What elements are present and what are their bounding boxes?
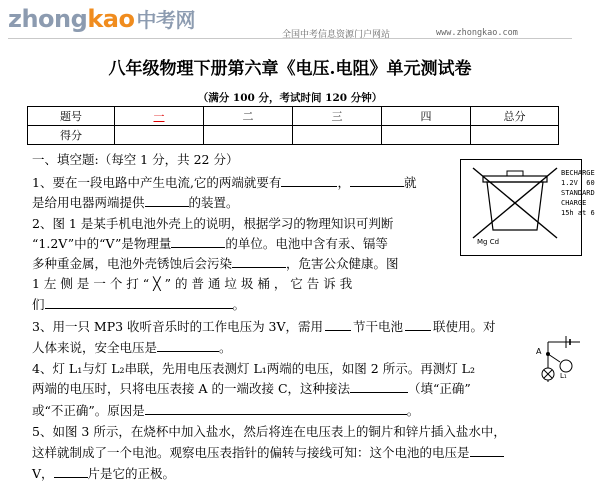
site-tagline: 全国中考信息资源门户网站 bbox=[282, 30, 391, 40]
score-table bbox=[27, 106, 559, 145]
score-row-label: 得分 bbox=[28, 126, 115, 145]
answer-blank[interactable] bbox=[350, 175, 404, 187]
exam-subtitle: （满分 100 分，考试时间 120 分钟） bbox=[197, 92, 383, 104]
score-cell[interactable] bbox=[471, 126, 559, 145]
answer-blank[interactable] bbox=[281, 175, 337, 187]
figure-1-battery-label bbox=[460, 159, 595, 256]
circuit-label-a: A bbox=[536, 347, 542, 356]
score-cell[interactable] bbox=[293, 126, 382, 145]
question-4-line-1: 4、灯 L₁与灯 L₂串联，先用电压表测灯 L₁两端的电压，如图 2 所示。再测灯 L₂ bbox=[32, 361, 475, 376]
score-header-cell: 四 bbox=[382, 107, 471, 126]
battery-chemistry-label: Mg Cd bbox=[477, 238, 500, 246]
q1-text-a: 1、要在一段电路中产生电流,它的两端就要有 bbox=[32, 175, 282, 190]
q2-text-e: 们 bbox=[32, 297, 45, 312]
figure-2-circuit-diagram bbox=[526, 332, 580, 392]
q5-text-c: 片是它的正极。 bbox=[87, 466, 176, 481]
q2-text-b: 的单位。电池中含有汞、镉等 bbox=[225, 236, 388, 251]
score-header-cell: 总分 bbox=[471, 107, 559, 126]
q3-text-d: 人体来说，安全电压是 bbox=[32, 340, 158, 355]
q2-text-a: “1.2V”中的“V”是物理量 bbox=[32, 236, 172, 251]
answer-blank[interactable] bbox=[171, 236, 225, 248]
site-url[interactable]: www.zhongkao.com bbox=[436, 28, 518, 38]
circuit-diagram bbox=[526, 332, 580, 392]
circuit-label-l1: L₁ bbox=[560, 372, 567, 380]
q3-text-e: 。 bbox=[219, 340, 232, 355]
q1-text-b: ， bbox=[337, 175, 350, 190]
battery-spec-text: BECHARGE 1.2V 60 STANDARD CHARGE 15h at 6 bbox=[561, 169, 595, 217]
q3-text-c: 联使用。对 bbox=[433, 319, 496, 334]
score-table-score-row bbox=[28, 126, 559, 145]
section1-heading: 一、填空题:（每空 1 分，共 22 分） bbox=[32, 152, 239, 167]
q3-text-a: 3、用一只 MP3 收听音乐时的工作电压为 3V，需用 bbox=[32, 319, 324, 334]
score-header-cell: 题号 bbox=[28, 107, 115, 126]
score-cell[interactable] bbox=[204, 126, 293, 145]
score-cell[interactable] bbox=[115, 126, 204, 145]
question-5-line-2 bbox=[32, 445, 548, 461]
q4-text-a: 两端的电压时，只将电压表接 A 的一端改接 C，这种接法 bbox=[32, 381, 351, 396]
q1-text-d: 是给用电器两端提供 bbox=[32, 195, 145, 210]
answer-blank[interactable] bbox=[145, 195, 189, 207]
score-table-header-row bbox=[28, 107, 559, 126]
question-4-line-3 bbox=[32, 403, 548, 419]
site-header bbox=[0, 0, 580, 44]
header-divider bbox=[8, 38, 572, 39]
answer-blank[interactable] bbox=[45, 297, 233, 309]
question-2-line-5 bbox=[32, 297, 548, 313]
question-4-line-2 bbox=[32, 381, 548, 397]
answer-blank[interactable] bbox=[54, 466, 88, 478]
question-2-line-4: 1 左 侧 是 一 个 打 “ ╳ ” 的 普 通 垃 圾 桶 ， 它 告 诉 我 bbox=[32, 276, 353, 291]
question-5-line-3 bbox=[32, 466, 548, 482]
answer-blank[interactable] bbox=[470, 445, 504, 457]
answer-blank[interactable] bbox=[157, 340, 219, 352]
q4-text-c: 或“不正确”。原因是 bbox=[32, 403, 145, 418]
score-header-cell bbox=[115, 107, 204, 126]
logo-text-kao: kao bbox=[87, 5, 135, 33]
answer-blank[interactable] bbox=[350, 381, 408, 393]
q4-text-d: 。 bbox=[406, 403, 420, 418]
answer-blank[interactable] bbox=[405, 319, 431, 331]
q4-text-b: （填“正确” bbox=[408, 381, 471, 396]
q1-text-c: 就 bbox=[403, 175, 417, 190]
q2-text-d: ，危害公众健康。图 bbox=[286, 256, 399, 271]
q5-text-b: V， bbox=[32, 466, 54, 481]
q2-text-c: 多种重金属，电池外壳锈蚀后会污染 bbox=[32, 256, 233, 271]
question-3-line-1 bbox=[32, 319, 548, 335]
exam-title: 八年级物理下册第六章《电压.电阻》单元测试卷 bbox=[108, 59, 472, 79]
question-5-line-1: 5、如图 3 所示，在烧杯中加入盐水，然后将连在电压表上的铜片和锌片插入盐水中， bbox=[32, 424, 506, 439]
score-header-part1: 一 bbox=[153, 110, 165, 123]
crossed-bin-icon bbox=[465, 164, 565, 244]
q3-text-b: 节干电池 bbox=[353, 319, 404, 334]
score-cell[interactable] bbox=[382, 126, 471, 145]
score-header-cell: 二 bbox=[204, 107, 293, 126]
q1-text-e: 的装置。 bbox=[188, 195, 239, 210]
q2-text-f: 。 bbox=[232, 297, 246, 312]
score-header-cell: 三 bbox=[293, 107, 382, 126]
question-2-line-3 bbox=[32, 256, 548, 272]
answer-blank[interactable] bbox=[232, 256, 286, 268]
answer-blank[interactable] bbox=[325, 319, 351, 331]
q5-text-a: 这样就制成了一个电池。观察电压表指针的偏转与接线可知：这个电池的电压是 bbox=[32, 445, 470, 460]
question-3-line-2 bbox=[32, 340, 548, 356]
answer-blank[interactable] bbox=[145, 403, 407, 415]
logo-text-cn: 中考网 bbox=[136, 8, 195, 32]
site-logo[interactable] bbox=[8, 4, 195, 33]
question-2-line-1: 2、图 1 是某手机电池外壳上的说明，根据学习的物理知识可判断 bbox=[32, 216, 394, 231]
logo-text-zhong: zhong bbox=[8, 5, 88, 33]
